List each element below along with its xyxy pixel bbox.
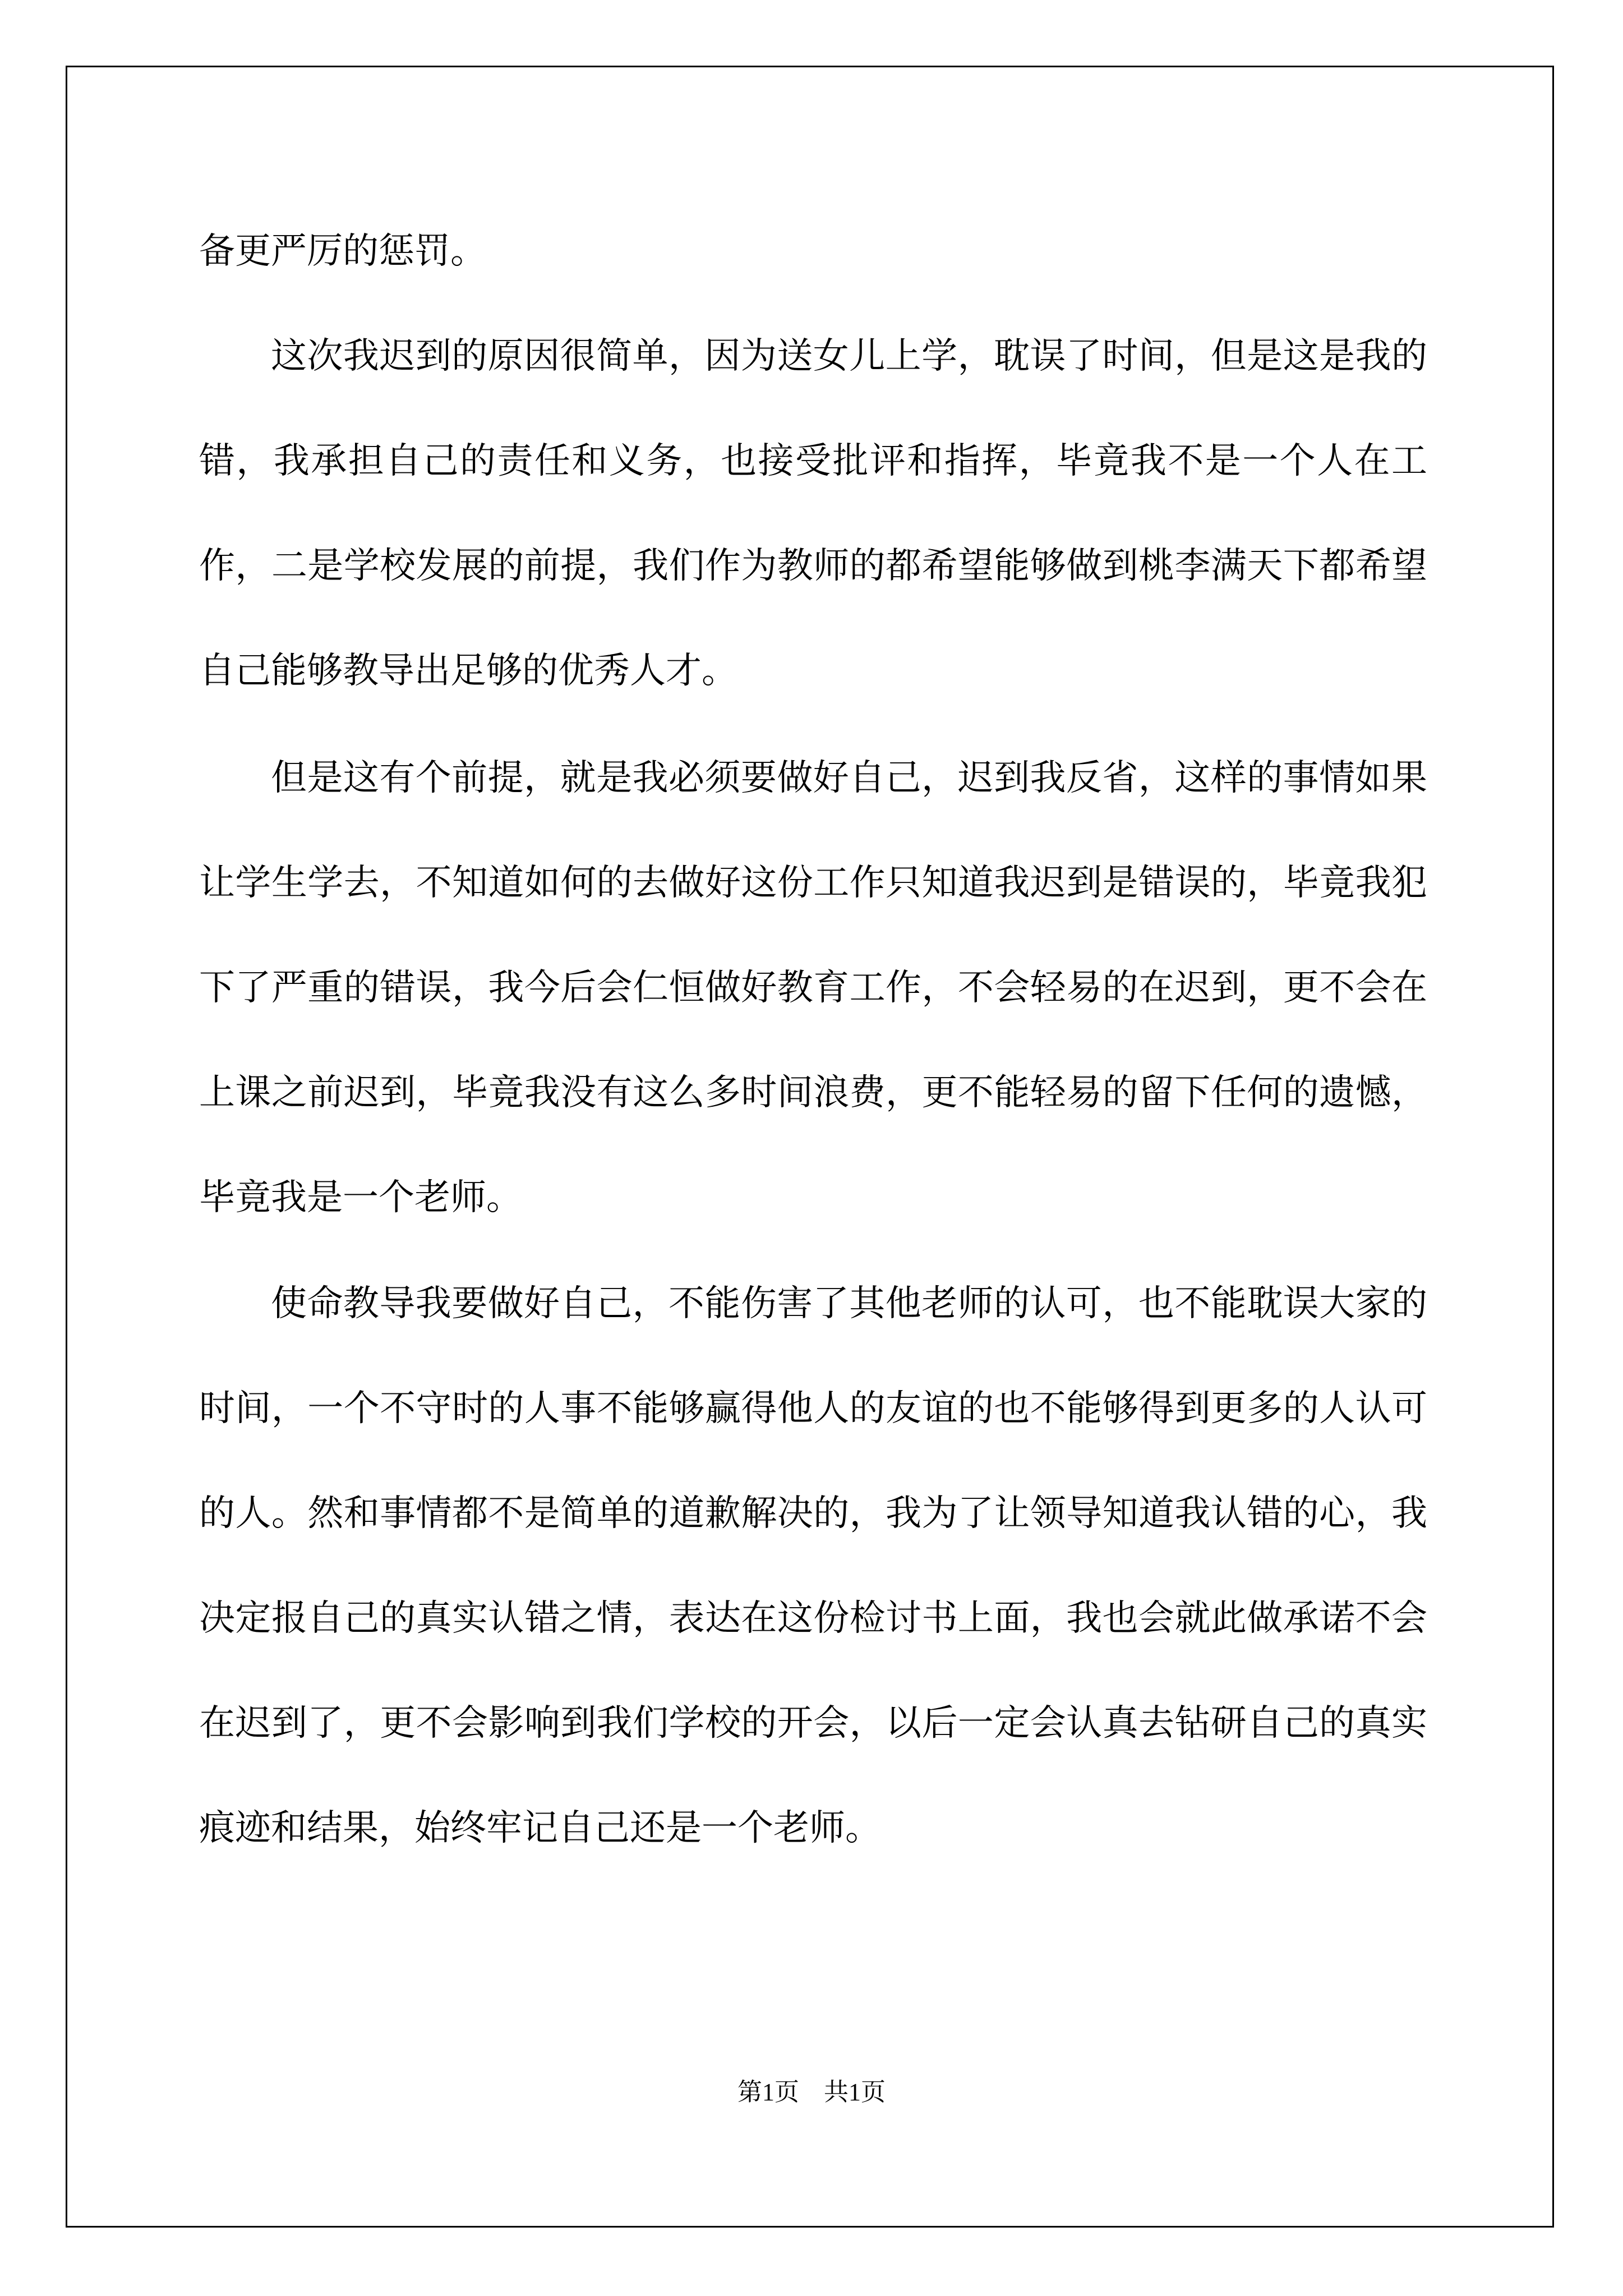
- paragraph-commitment: [199, 1251, 1427, 1881]
- paragraph-lateness-reason: [199, 304, 1427, 724]
- paragraph-continuation: [199, 199, 1427, 304]
- paragraph-text: 备更严厉的惩罚。: [199, 231, 486, 272]
- paragraph-text: 这次我迟到的原因很简单，因为送女儿上学，耽误了时间，但是这是我的错，我承担自己的责任和义务，也接受批评和指挥，毕竟我不是一个人在工作，二是学校发展的前提，我们作为教师的都希望能够做到桃李满天下都希望自己能够教导出足够的优秀人才。: [199, 335, 1427, 692]
- page-number-footer: 第1页 共1页: [737, 2078, 886, 2106]
- paragraph-self-reflection: [199, 726, 1427, 1250]
- paragraph-text: 但是这有个前提，就是我必须要做好自己，迟到我反省，这样的事情如果让学生学去，不知道如何的去做好这份工作只知道我迟到是错误的，毕竟我犯下了严重的错误，我今后会仁恒做好教育工作，不会轻易的在迟到，更不会在上课之前迟到，毕竟我没有这么多时间浪费，更不能轻易的留下任何的遗憾，毕竟我是一个老师。: [199, 757, 1427, 1218]
- paragraph-text: 使命教导我要做好自己，不能伤害了其他老师的认可，也不能耽误大家的时间，一个不守时的人事不能够赢得他人的友谊的也不能够得到更多的人认可的人。然和事情都不是简单的道歉解决的，我为了让领导知道我认错的心，我决定报自己的真实认错之情，表达在这份检讨书上面，我也会就此做承诺不会在迟到了，更不会影响到我们学校的开会，以后一定会认真去钻研自己的真实痕迹和结果，始终牢记自己还是一个老师。: [199, 1283, 1427, 1849]
